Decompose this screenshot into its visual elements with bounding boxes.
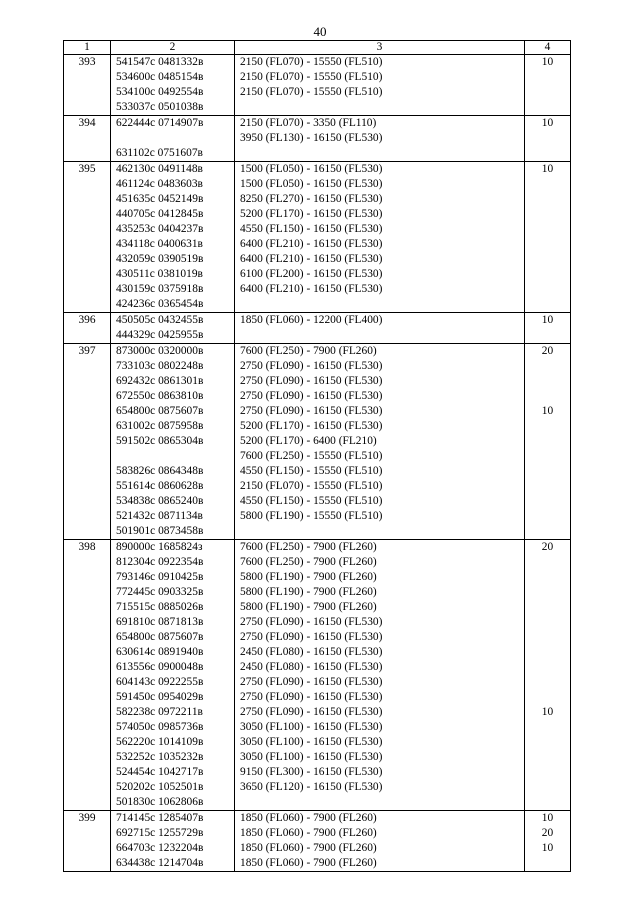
coordinate-line: 715515c 0885026в: [116, 601, 204, 613]
altitude-line: 2150 (FL070) - 15550 (FL510): [240, 480, 383, 492]
table-row: [64, 162, 571, 313]
coordinates-cell: [111, 540, 235, 811]
value-line: 20: [541, 541, 554, 553]
coordinate-line: 534838c 0865240в: [116, 495, 204, 507]
value-line: 10: [541, 405, 554, 417]
value-line: [525, 177, 570, 192]
altitude-cell: [235, 313, 525, 344]
altitude-line: 6400 (FL210) - 16150 (FL530): [240, 253, 383, 265]
coordinate-line: 432059c 0390519в: [116, 253, 204, 265]
coordinate-line: 654800c 0875607в: [116, 631, 204, 643]
coordinates-cell: [111, 811, 235, 872]
value-line: [525, 237, 570, 252]
coordinate-line: 533037c 0501038в: [116, 101, 204, 113]
row-number: 394: [64, 116, 111, 162]
column-header-2: 2: [111, 41, 235, 55]
coordinate-line: 451635c 0452149в: [116, 193, 204, 205]
altitude-line: [240, 146, 524, 161]
value-line: [525, 131, 570, 146]
altitude-line: [240, 795, 524, 810]
altitude-line: 4550 (FL150) - 15550 (FL510): [240, 465, 383, 477]
coordinate-line: 440705c 0412845в: [116, 208, 204, 220]
coordinate-line: 692432c 0861301в: [116, 375, 204, 387]
altitude-line: 2750 (FL090) - 16150 (FL530): [240, 631, 383, 643]
value-line: [525, 297, 570, 312]
airspace-table: [63, 40, 571, 872]
altitude-line: 2450 (FL080) - 16150 (FL530): [240, 646, 383, 658]
altitude-line: [240, 297, 524, 312]
table-row: [64, 55, 571, 116]
value-line: [525, 750, 570, 765]
column-header-1: 1: [64, 41, 111, 55]
value-line: 10: [541, 812, 554, 824]
altitude-cell: [235, 540, 525, 811]
coordinate-line: 520202c 1052501в: [116, 781, 204, 793]
coordinate-line: 430159c 0375918в: [116, 283, 204, 295]
coordinate-line: 534100c 0492554в: [116, 86, 204, 98]
row-number: 399: [64, 811, 111, 872]
value-cell: [525, 162, 571, 313]
altitude-line: 1850 (FL060) - 7900 (FL260): [240, 827, 377, 839]
altitude-line: 7600 (FL250) - 7900 (FL260): [240, 556, 377, 568]
altitude-line: 7600 (FL250) - 15550 (FL510): [240, 450, 383, 462]
value-line: [525, 555, 570, 570]
altitude-line: [240, 100, 524, 115]
coordinate-line: 501901c 0873458в: [116, 525, 204, 537]
coordinate-line: 461124c 0483603в: [116, 178, 203, 190]
altitude-line: 2450 (FL080) - 16150 (FL530): [240, 661, 383, 673]
value-line: [525, 675, 570, 690]
coordinate-line: 551614c 0860628в: [116, 480, 204, 492]
altitude-line: 9150 (FL300) - 16150 (FL530): [240, 766, 383, 778]
column-header-4: 4: [525, 41, 571, 55]
coordinate-line: 562220c 1014109в: [116, 736, 204, 748]
value-line: [525, 192, 570, 207]
header-row: [64, 41, 571, 55]
value-line: [525, 328, 570, 343]
coordinate-line: [116, 131, 234, 146]
altitude-line: 2750 (FL090) - 16150 (FL530): [240, 616, 383, 628]
value-line: [525, 735, 570, 750]
altitude-line: 1500 (FL050) - 16150 (FL530): [240, 178, 383, 190]
value-line: [525, 570, 570, 585]
altitude-line: 2150 (FL070) - 15550 (FL510): [240, 71, 383, 83]
value-cell: [525, 116, 571, 162]
coordinate-line: 812304c 0922354в: [116, 556, 204, 568]
coordinate-line: 524454c 1042717в: [116, 766, 204, 778]
coordinate-line: 604143c 0922255в: [116, 676, 204, 688]
coordinate-line: 434118c 0400631в: [116, 238, 203, 250]
coordinates-cell: [111, 116, 235, 162]
value-line: [525, 585, 570, 600]
value-cell: [525, 540, 571, 811]
altitude-line: 5800 (FL190) - 7900 (FL260): [240, 601, 377, 613]
altitude-line: 2750 (FL090) - 16150 (FL530): [240, 706, 383, 718]
value-cell: [525, 55, 571, 116]
altitude-cell: [235, 162, 525, 313]
altitude-line: 6100 (FL200) - 16150 (FL530): [240, 268, 383, 280]
coordinate-line: 890000c 1685824з: [116, 541, 203, 553]
value-line: [525, 374, 570, 389]
table-row: [64, 313, 571, 344]
coordinate-line: 631102c 0751607в: [116, 147, 203, 159]
value-line: [525, 615, 570, 630]
table-row: [64, 344, 571, 540]
value-line: [525, 70, 570, 85]
altitude-line: 2750 (FL090) - 16150 (FL530): [240, 405, 383, 417]
altitude-line: 3050 (FL100) - 16150 (FL530): [240, 736, 383, 748]
altitude-line: 1850 (FL060) - 12200 (FL400): [240, 314, 383, 326]
value-line: 20: [541, 345, 554, 357]
column-header-3: 3: [235, 41, 525, 55]
altitude-line: 2750 (FL090) - 16150 (FL530): [240, 390, 383, 402]
value-line: [525, 359, 570, 374]
value-line: [525, 267, 570, 282]
coordinates-cell: [111, 313, 235, 344]
altitude-line: 4550 (FL150) - 16150 (FL530): [240, 223, 383, 235]
value-line: [525, 856, 570, 871]
coordinate-line: 430511c 0381019в: [116, 268, 203, 280]
altitude-line: 7600 (FL250) - 7900 (FL260): [240, 345, 377, 357]
altitude-line: 5200 (FL170) - 16150 (FL530): [240, 420, 383, 432]
table-body: [64, 41, 571, 872]
coordinate-line: 672550c 0863810в: [116, 390, 204, 402]
coordinate-line: 692715c 1255729в: [116, 827, 204, 839]
coordinate-line: 654800c 0875607в: [116, 405, 204, 417]
coordinate-line: 613556c 0900048в: [116, 661, 204, 673]
row-number: 397: [64, 344, 111, 540]
value-line: 10: [541, 842, 554, 854]
altitude-line: 2150 (FL070) - 3350 (FL110): [240, 117, 377, 129]
row-number: 393: [64, 55, 111, 116]
value-line: 10: [541, 706, 554, 718]
altitude-line: 2750 (FL090) - 16150 (FL530): [240, 375, 383, 387]
coordinate-line: 532252c 1035232в: [116, 751, 204, 763]
value-line: [525, 720, 570, 735]
coordinate-line: 630614c 0891940в: [116, 646, 204, 658]
altitude-line: 1850 (FL060) - 7900 (FL260): [240, 857, 377, 869]
coordinate-line: 541547c 0481332в: [116, 56, 204, 68]
value-line: [525, 630, 570, 645]
coordinate-line: 534600c 0485154в: [116, 71, 204, 83]
coordinate-line: 772445c 0903325в: [116, 586, 204, 598]
coordinate-line: 733103c 0802248в: [116, 360, 204, 372]
value-line: [525, 464, 570, 479]
value-line: [525, 765, 570, 780]
value-line: [525, 146, 570, 161]
altitude-cell: [235, 344, 525, 540]
altitude-line: 1500 (FL050) - 16150 (FL530): [240, 163, 383, 175]
coordinate-line: 591450c 0954029в: [116, 691, 204, 703]
value-line: [525, 509, 570, 524]
altitude-line: 3050 (FL100) - 16150 (FL530): [240, 721, 383, 733]
altitude-line: 7600 (FL250) - 7900 (FL260): [240, 541, 377, 553]
value-line: [525, 85, 570, 100]
table-row: [64, 811, 571, 872]
altitude-cell: [235, 811, 525, 872]
altitude-cell: [235, 116, 525, 162]
coordinate-line: 521432c 0871134в: [116, 510, 203, 522]
altitude-line: 4550 (FL150) - 15550 (FL510): [240, 495, 383, 507]
altitude-line: 6400 (FL210) - 16150 (FL530): [240, 238, 383, 250]
altitude-line: 1850 (FL060) - 7900 (FL260): [240, 812, 377, 824]
coordinates-cell: [111, 55, 235, 116]
value-line: [525, 434, 570, 449]
value-line: 10: [541, 117, 554, 129]
value-line: [525, 660, 570, 675]
value-line: [525, 282, 570, 297]
coordinate-line: 435253c 0404237в: [116, 223, 204, 235]
value-cell: [525, 344, 571, 540]
altitude-line: 2150 (FL070) - 15550 (FL510): [240, 86, 383, 98]
table-row: [64, 116, 571, 162]
row-number: 396: [64, 313, 111, 344]
value-line: [525, 524, 570, 539]
value-line: 10: [541, 314, 554, 326]
value-line: [525, 479, 570, 494]
value-line: 20: [541, 827, 554, 839]
coordinate-line: 664703c 1232204в: [116, 842, 204, 854]
altitude-line: [240, 328, 524, 343]
altitude-line: 8250 (FL270) - 16150 (FL530): [240, 193, 383, 205]
page-number: 40: [313, 24, 327, 39]
coordinate-line: 574050c 0985736в: [116, 721, 204, 733]
row-number: 395: [64, 162, 111, 313]
coordinate-line: 462130c 0491148в: [116, 163, 203, 175]
value-cell: [525, 313, 571, 344]
row-number: 398: [64, 540, 111, 811]
value-line: [525, 222, 570, 237]
altitude-line: 5200 (FL170) - 16150 (FL530): [240, 208, 383, 220]
value-line: [525, 449, 570, 464]
altitude-line: 1850 (FL060) - 7900 (FL260): [240, 842, 377, 854]
coordinate-line: 424236c 0365454в: [116, 298, 204, 310]
value-line: 10: [541, 56, 554, 68]
value-line: [525, 207, 570, 222]
coordinate-line: 450505c 0432455в: [116, 314, 204, 326]
coordinate-line: 691810c 0871813в: [116, 616, 204, 628]
coordinate-line: [116, 449, 234, 464]
value-line: [525, 645, 570, 660]
altitude-line: 3950 (FL130) - 16150 (FL530): [240, 132, 383, 144]
value-line: [525, 780, 570, 795]
coordinate-line: 714145c 1285407в: [116, 812, 204, 824]
altitude-line: 3650 (FL120) - 16150 (FL530): [240, 781, 383, 793]
altitude-line: 2150 (FL070) - 15550 (FL510): [240, 56, 383, 68]
coordinate-line: 591502c 0865304в: [116, 435, 204, 447]
coordinate-line: 634438c 1214704в: [116, 857, 204, 869]
altitude-line: 5800 (FL190) - 7900 (FL260): [240, 571, 377, 583]
coordinates-cell: [111, 162, 235, 313]
value-line: [525, 252, 570, 267]
altitude-line: 2750 (FL090) - 16150 (FL530): [240, 360, 383, 372]
altitude-line: [240, 524, 524, 539]
value-line: [525, 690, 570, 705]
coordinates-cell: [111, 344, 235, 540]
value-line: [525, 600, 570, 615]
value-cell: [525, 811, 571, 872]
coordinate-line: 582238c 0972211в: [116, 706, 203, 718]
coordinate-line: 631002c 0875958в: [116, 420, 204, 432]
coordinate-line: 873000c 0320000в: [116, 345, 204, 357]
altitude-line: 5800 (FL190) - 7900 (FL260): [240, 586, 377, 598]
table-row: [64, 540, 571, 811]
coordinate-line: 444329c 0425955в: [116, 329, 204, 341]
altitude-line: 2750 (FL090) - 16150 (FL530): [240, 691, 383, 703]
value-line: 10: [541, 163, 554, 175]
value-line: [525, 795, 570, 810]
coordinate-line: 501830c 1062806в: [116, 796, 204, 808]
coordinate-line: 622444c 0714907в: [116, 117, 204, 129]
altitude-line: 6400 (FL210) - 16150 (FL530): [240, 283, 383, 295]
coordinate-line: 583826c 0864348в: [116, 465, 204, 477]
value-line: [525, 494, 570, 509]
altitude-line: 5800 (FL190) - 15550 (FL510): [240, 510, 383, 522]
altitude-cell: [235, 55, 525, 116]
value-line: [525, 100, 570, 115]
value-line: [525, 419, 570, 434]
altitude-line: 2750 (FL090) - 16150 (FL530): [240, 676, 383, 688]
coordinate-line: 793146c 0910425в: [116, 571, 204, 583]
altitude-line: 3050 (FL100) - 16150 (FL530): [240, 751, 383, 763]
value-line: [525, 389, 570, 404]
altitude-line: 5200 (FL170) - 6400 (FL210): [240, 435, 377, 447]
